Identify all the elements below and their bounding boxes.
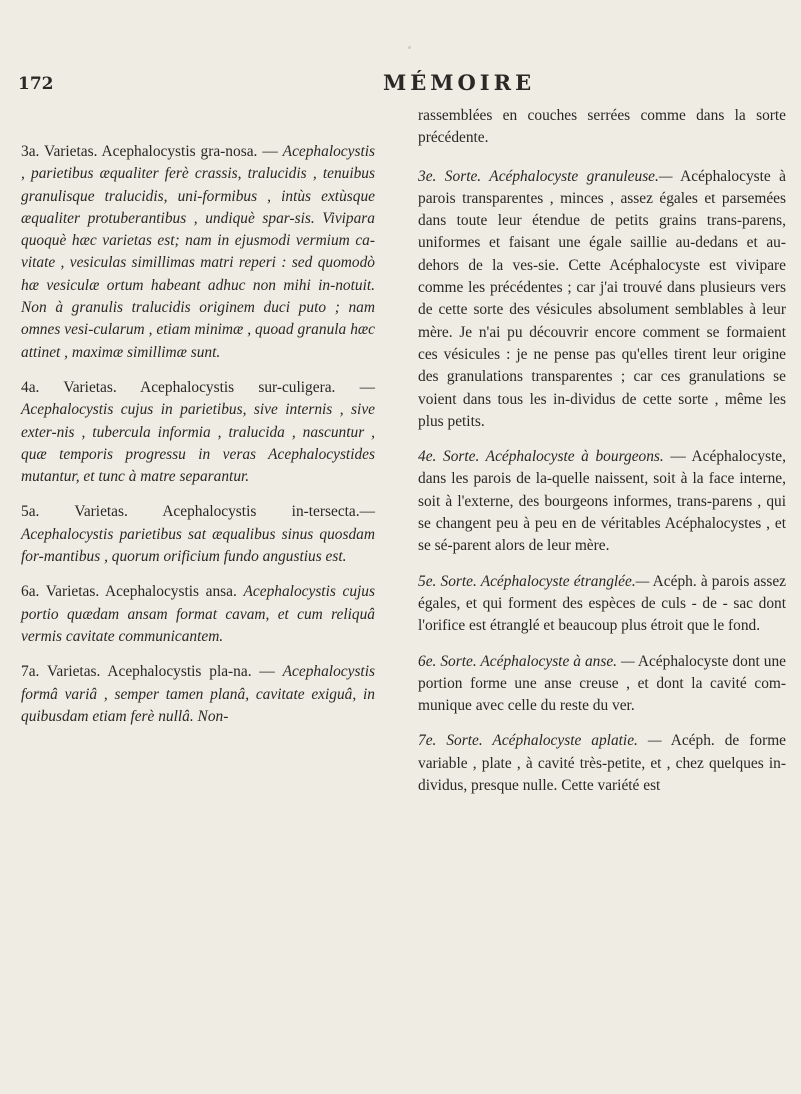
left-column <box>21 105 375 741</box>
paragraph-sorte-5e: 5e. Sorte. Acéphalocyste étranglée.— Acéph. à parois assez égales, et qui forment des espèces de culs - de - sac dont l'orifice est étranglé et beaucoup plus étroit que le fond. <box>418 572 787 635</box>
paragraph-continuation: rassemblées en couches serrées comme dans la sorte précédente. <box>418 107 786 147</box>
right-column <box>418 105 786 810</box>
running-title: MÉMOIRE <box>383 70 536 95</box>
paragraph-varietas-5a: 5a. Varietas. Acephalocystis in-tersecta.— Acephalocystis parietibus sat æqualibus sinus quosdam for-mantibus , quorum orificium fundo angustius est. <box>21 503 375 566</box>
paragraph-varietas-4a: 4a. Varietas. Acephalocystis sur-culigera. — Acephalocystis cujus in parietibus, sive internis , sive exter-nis , tubercula informia , tralucida , nascuntur , quæ temporis progressu in veras Acephalocystides mutantur, et tunc à matre separantur. <box>21 378 375 486</box>
paragraph-sorte-7e: 7e. Sorte. Acéphalocyste aplatie. — Acéph. de forme variable , plate , à cavité très-petite, et , chez quelques in-dividus, presque nulle. Cette variété est <box>418 732 786 795</box>
page-number: 172 <box>18 74 54 94</box>
paragraph-sorte-6e: 6e. Sorte. Acéphalocyste à anse. — Acéphalocyste dont une portion forme une anse creuse , et dont la cavité com-munique avec celle du reste du ver. <box>418 652 786 715</box>
paper-spot <box>36 690 40 694</box>
paragraph-sorte-3e: 3e. Sorte. Acéphalocyste granuleuse.— Acéphalocyste à parois transparentes , minces , assez égales et parsemées dans toute leur étendue de petits grains trans-parens, uniformes et faisant une égale saillie au-dedans et au-dehors de la ves-sie. Cette Acéphalocyste est vivipare comme les précédentes ; car j'ai trouvé dans plusieurs vers de cette sorte des vésicules absolument semblables à leur mère. Je n'ai pu découvrir encore comment se formaient ces vésicules : je ne pense pas qu'elles tirent leur origine des granulations transparentes ; car ces granulations se voient dans tous les in-dividus de cette sorte , même les plus petits. <box>418 167 786 430</box>
paragraph-varietas-7a: 7a. Varietas. Acephalocystis pla-na. — Acephalocystis formâ variâ , semper tamen planâ, cavitate exiguâ, in quibusdam etiam ferè nullâ. Non- <box>21 663 375 725</box>
paper-spot <box>408 46 411 49</box>
paragraph-varietas-3a: 3a. Varietas. Acephalocystis gra-nosa. — Acephalocystis , parietibus æqualiter ferè crassis, tralucidis , tenuibus granulisque tralucidis, uni-formibus , intùs extùsque æqualiter protuberantibus , undiquè spar-sis. Vivipara quoquè hæc varietas est; nam in ejusmodi vermium ca-vitate , vesiculas simillimas matri reperi : sed quomodò hæ vesiculæ ortum habeant adhuc non mihi in-notuit. Non à granulis tralucidis originem duci puto ; nam omnes vesi-cularum , etiam minimæ , quoad granula hæc attinet , maximæ simillimæ sunt. <box>21 143 375 361</box>
page-header <box>0 70 801 100</box>
paragraph-sorte-4e: 4e. Sorte. Acéphalocyste à bourgeons. — Acéphalocyste, dans les parois de la-quelle naissent, soit à la face interne, soit à l'externe, des bourgeons informes, trans-parens , qui se changent peu à peu en de véritables Acéphalocystes , et se sé-parent alors de leur mère. <box>418 448 786 555</box>
paragraph-varietas-6a: 6a. Varietas. Acephalocystis ansa. Acephalocystis cujus portio quædam ansam format cavam, et cum reliquâ vermis cavitate communicantem. <box>21 583 375 645</box>
